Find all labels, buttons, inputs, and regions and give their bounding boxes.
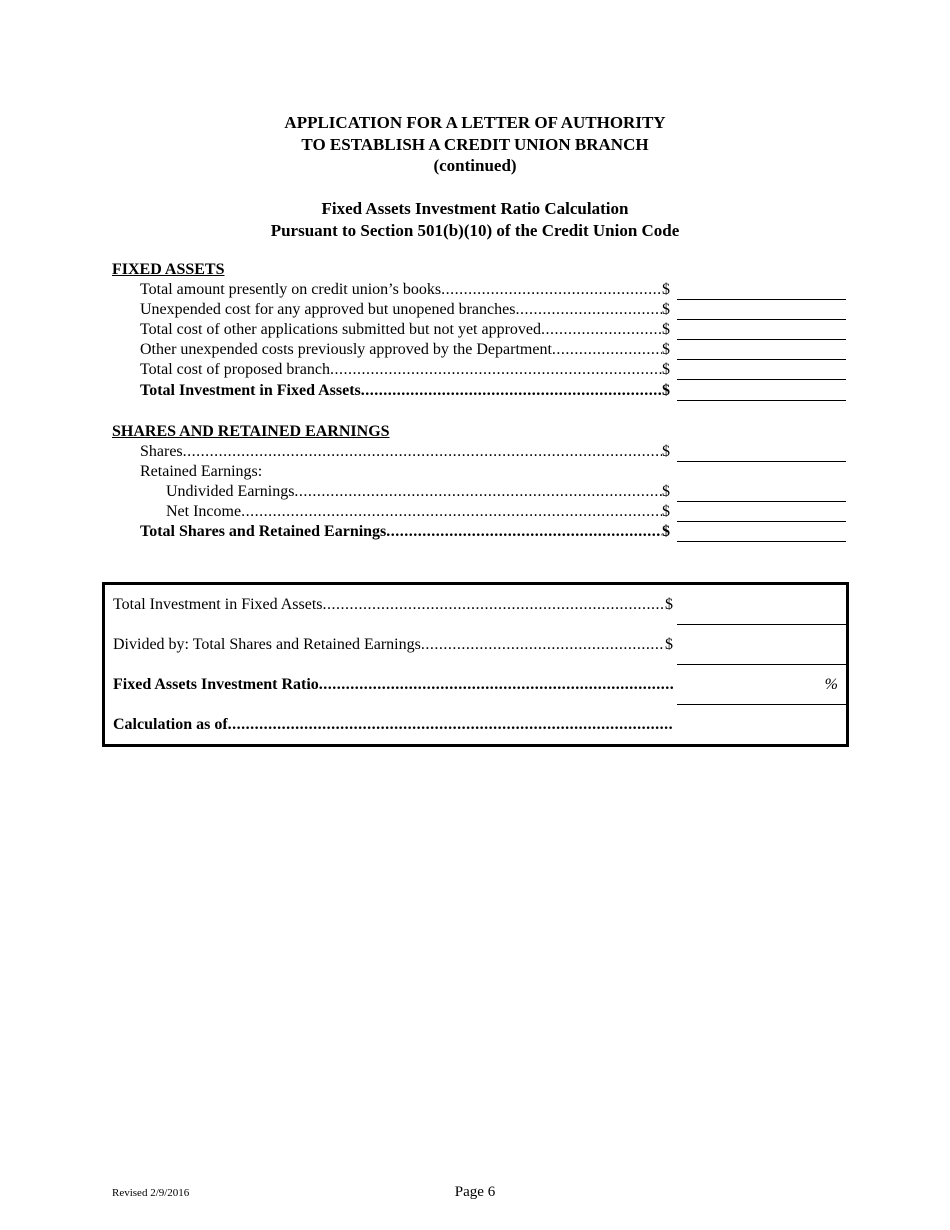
summary-row <box>105 705 846 745</box>
undivided-earnings-row <box>0 482 950 502</box>
dollar-sign: $ <box>665 636 673 653</box>
fixed-assets-row <box>0 280 950 300</box>
amount-field[interactable] <box>677 280 846 300</box>
investment-ratio-field[interactable] <box>677 665 846 705</box>
row-label: Total Investment in Fixed Assets <box>140 382 361 399</box>
net-income-field[interactable] <box>677 502 846 522</box>
dollar-sign: $ <box>665 596 673 613</box>
dollar-sign: $ <box>662 301 670 318</box>
row-label: Calculation as of <box>113 716 228 733</box>
percent-sign: % <box>824 676 838 693</box>
row-label: Total cost of other applications submitted but not yet approved <box>140 321 542 338</box>
amount-field[interactable] <box>677 300 846 320</box>
dollar-sign: $ <box>662 321 670 338</box>
dollar-sign: $ <box>662 361 670 378</box>
net-income-row <box>0 502 950 522</box>
summary-row <box>105 625 846 665</box>
dollar-sign: $ <box>662 443 670 460</box>
row-label: Total amount presently on credit union’s books <box>140 281 442 298</box>
undivided-earnings-field[interactable] <box>677 482 846 502</box>
total-fixed-assets-field[interactable] <box>677 381 846 401</box>
summary-fixed-assets-field[interactable] <box>677 585 846 625</box>
revised-date: Revised 2/9/2016 <box>112 1187 190 1199</box>
row-label: Total Shares and Retained Earnings <box>140 523 387 540</box>
page-number: Page 6 <box>454 1184 496 1200</box>
fixed-assets-row <box>0 320 950 340</box>
row-label: Fixed Assets Investment Ratio <box>113 676 319 693</box>
row-label: Divided by: Total Shares and Retained Earnings <box>113 636 421 653</box>
fixed-assets-row <box>0 300 950 320</box>
row-label: Unexpended cost for any approved but unopened branches <box>140 301 516 318</box>
summary-row <box>105 585 846 625</box>
shares-heading: SHARES AND RETAINED EARNINGS <box>112 423 390 440</box>
shares-field[interactable] <box>677 442 846 462</box>
title-line-2: TO ESTABLISH A CREDIT UNION BRANCH <box>301 134 649 154</box>
row-label: Other unexpended costs previously approved by the Department <box>140 341 552 358</box>
ratio-summary-box <box>102 582 849 747</box>
row-label: Shares <box>140 443 183 460</box>
amount-field[interactable] <box>677 360 846 380</box>
row-label: Total cost of proposed branch <box>140 361 330 378</box>
total-shares-field[interactable] <box>677 522 846 542</box>
dollar-sign: $ <box>662 382 670 399</box>
dollar-sign: $ <box>662 341 670 358</box>
dollar-sign: $ <box>662 281 670 298</box>
retained-earnings-label-row <box>0 462 950 482</box>
title-line-3: (continued) <box>433 156 517 175</box>
summary-shares-field[interactable] <box>677 625 846 665</box>
title-line-1: APPLICATION FOR A LETTER OF AUTHORITY <box>284 113 666 132</box>
document-subtitle <box>0 198 950 241</box>
retained-earnings-label: Retained Earnings: <box>140 463 263 480</box>
row-label: Net Income <box>166 503 242 520</box>
subtitle-line-1: Fixed Assets Investment Ratio Calculation <box>321 199 629 218</box>
shares-row <box>0 442 950 462</box>
shares-total-row <box>0 522 950 542</box>
dollar-sign: $ <box>662 503 670 520</box>
row-label: Total Investment in Fixed Assets <box>113 596 323 613</box>
dollar-sign: $ <box>662 483 670 500</box>
amount-field[interactable] <box>677 320 846 340</box>
calculation-date-field[interactable] <box>677 705 846 745</box>
fixed-assets-heading: FIXED ASSETS <box>112 261 225 278</box>
amount-field[interactable] <box>677 340 846 360</box>
summary-row <box>105 665 846 705</box>
row-label: Undivided Earnings <box>166 483 295 500</box>
subtitle-line-2: Pursuant to Section 501(b)(10) of the Credit Union Code <box>270 220 680 240</box>
dollar-sign: $ <box>662 523 670 540</box>
fixed-assets-row <box>0 340 950 360</box>
fixed-assets-total-row <box>0 381 950 401</box>
document-title <box>0 112 950 177</box>
fixed-assets-row <box>0 360 950 380</box>
